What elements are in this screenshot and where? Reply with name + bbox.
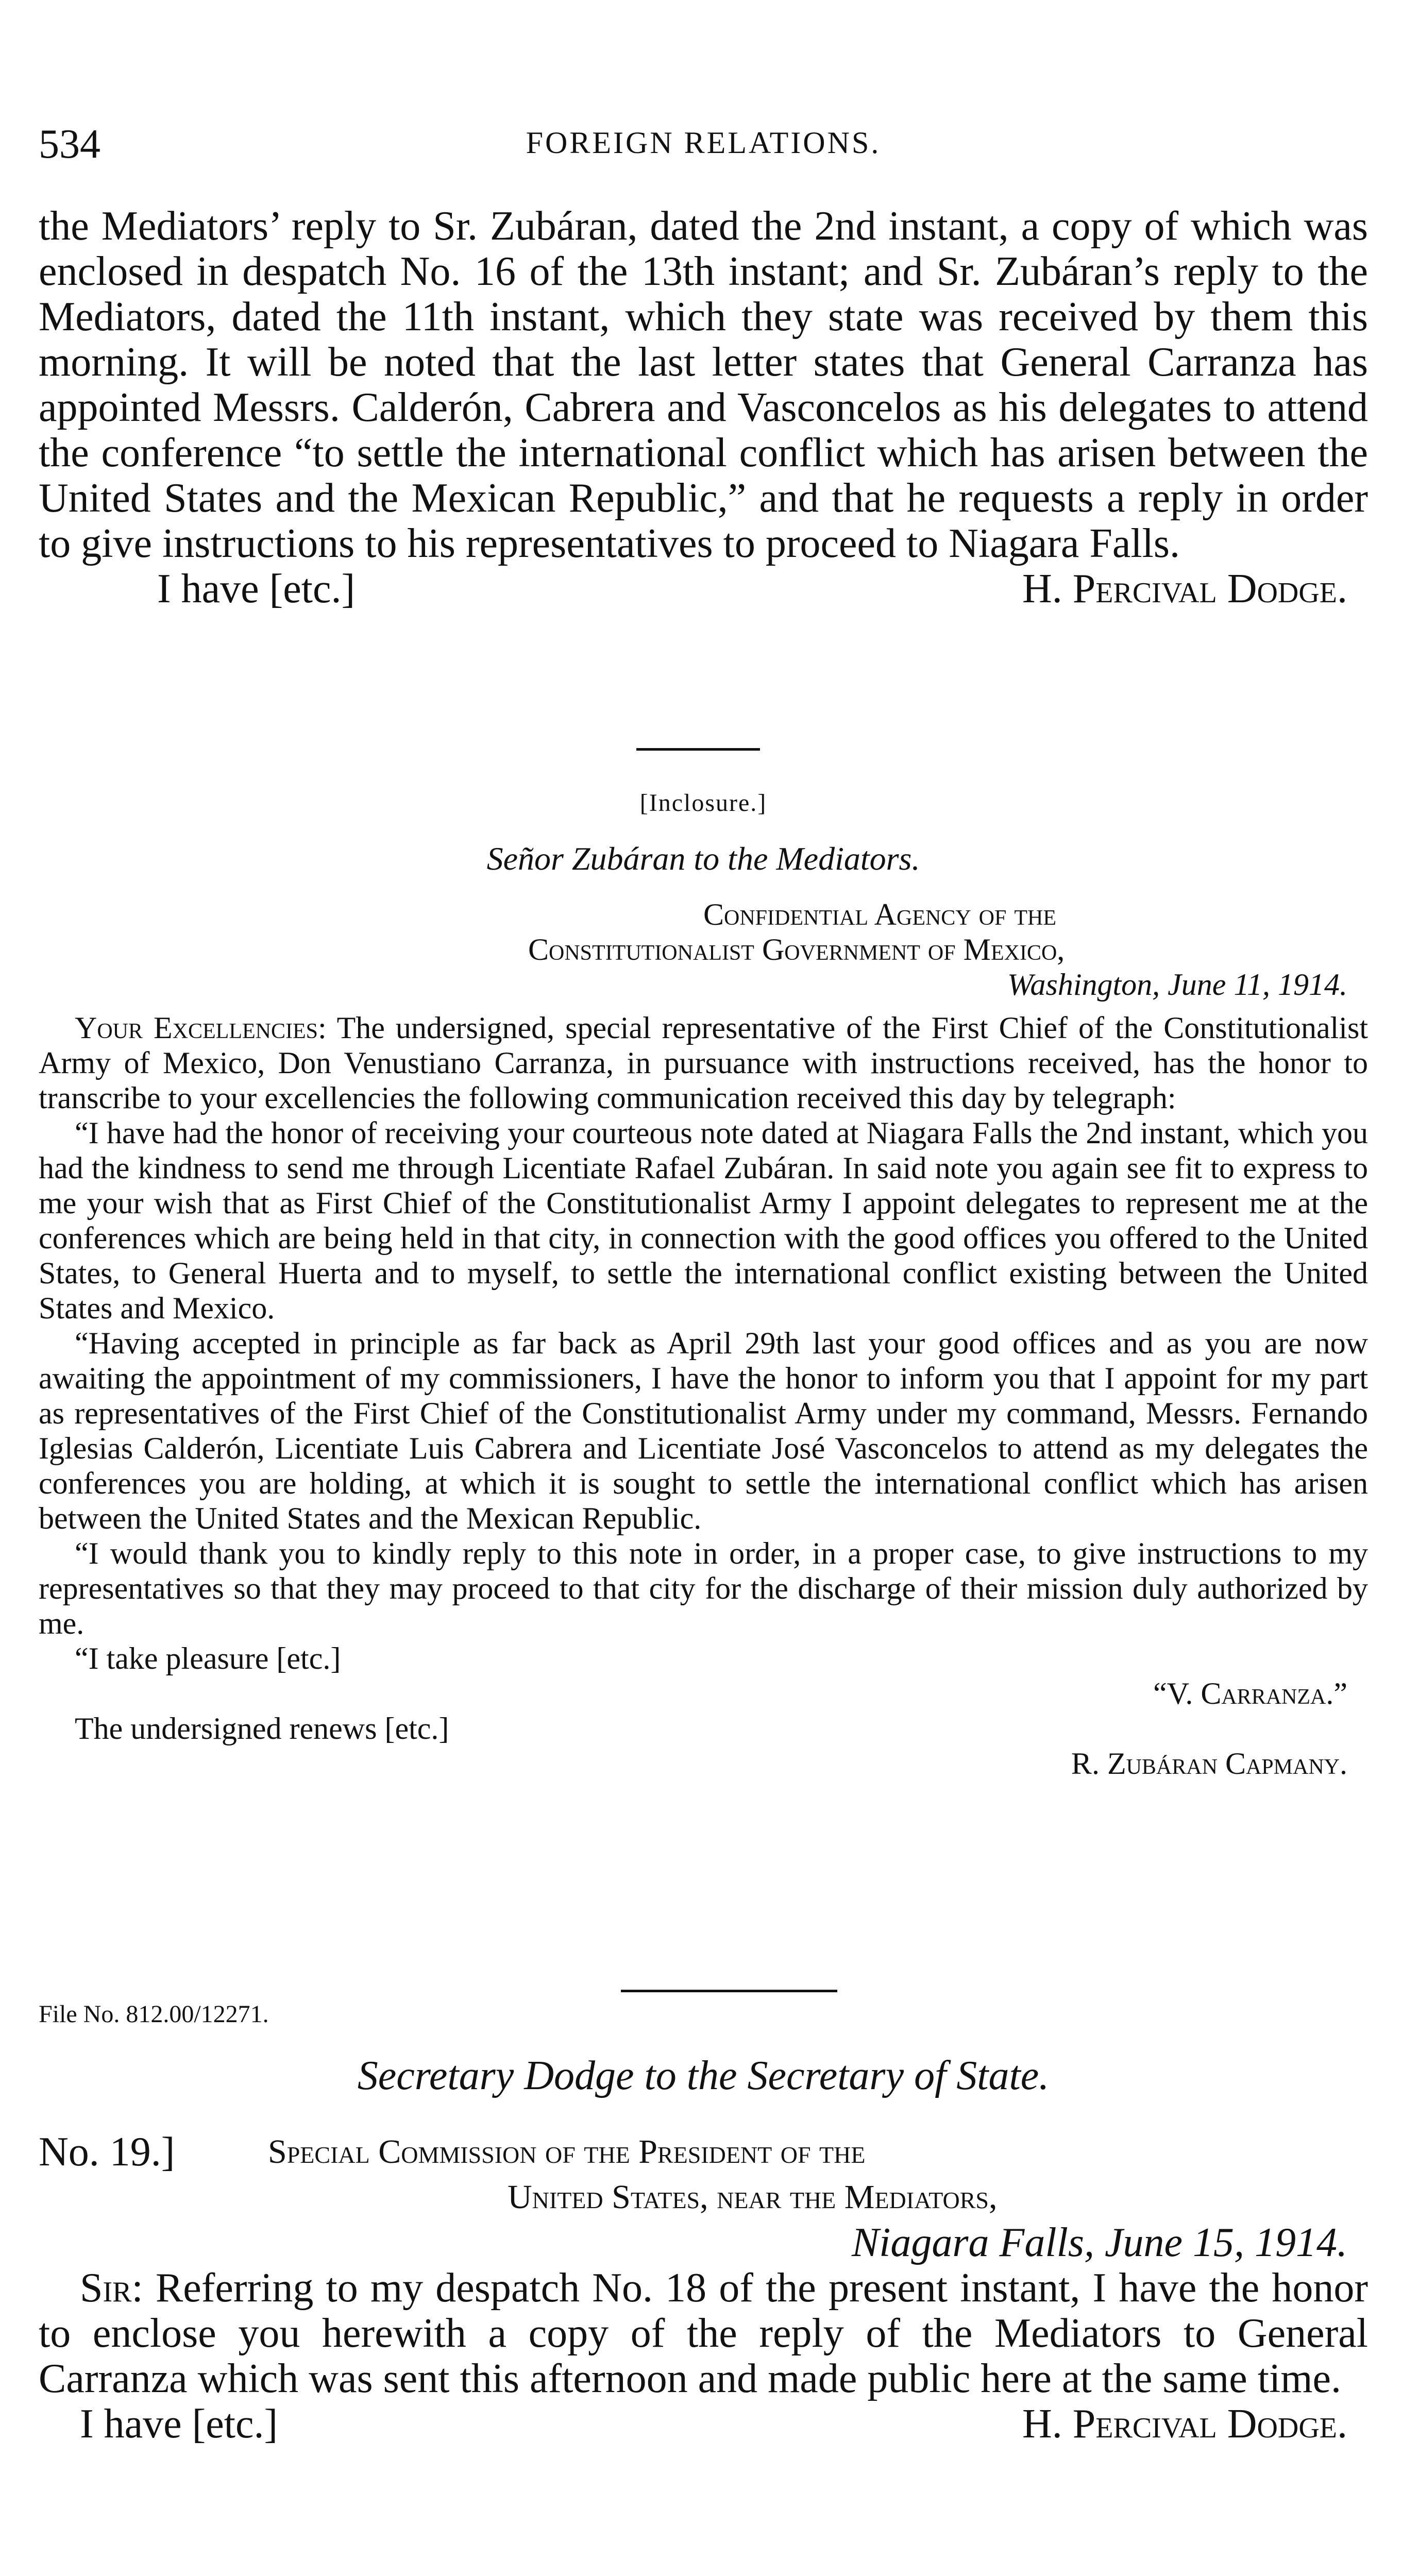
- running-head: FOREIGN RELATIONS.: [526, 126, 881, 160]
- commission-line-1: Special Commission of the President of the: [268, 2133, 866, 2171]
- despatch-title: Secretary Dodge to the Secretary of State.: [357, 2053, 1050, 2098]
- continuation-signature: H. Percival Dodge.: [1022, 566, 1347, 612]
- despatch-body-paragraph: [39, 2265, 1368, 2401]
- inclosure-intro-paragraph: [39, 1010, 1368, 1115]
- quote-signature: “V. Carranza.”: [1153, 1676, 1347, 1710]
- inclosure-title: Señor Zubáran to the Mediators.: [486, 840, 920, 877]
- agency-line-2: Constitutionalist Government of Mexico,: [528, 933, 1065, 967]
- continuation-closing: I have [etc.]: [157, 566, 356, 612]
- inclosure-signature: R. Zubáran Capmany.: [1071, 1747, 1347, 1781]
- inclosure-label: [Inclosure.]: [639, 789, 767, 817]
- quote-closing: “I take pleasure [etc.]: [75, 1641, 341, 1675]
- section-divider-2: [621, 1990, 837, 1992]
- quote-paragraph-3: “I would thank you to kindly reply to this note in order, in a proper case, to give instructions to my representatives so that they may proceed to that city for the discharge of their mission duly authorized by me.: [39, 1536, 1368, 1640]
- agency-line-1: Confidential Agency of the: [703, 897, 1056, 931]
- inclosure-dateline: Washington, June 11, 1914.: [1007, 968, 1347, 1002]
- despatch-number: No. 19.]: [39, 2129, 175, 2175]
- page-header: [39, 121, 1368, 173]
- quote-paragraph-2: “Having accepted in principle as far back as April 29th last your good offices and as you are now awaiting the appointment of my commissioners, I have the honor to inform you that I appoint for my part as representatives of the First Chief of the Constitutionalist Army under my command, Messrs. Fernando Iglesias Calderón, Licentiate Luis Cabrera and Licentiate José Vasconcelos to attend as my delegates the conferences you are holding, at which it is sought to settle the international conflict which has arisen between the United States and the Mexican Republic.: [39, 1326, 1368, 1535]
- despatch-closing: I have [etc.]: [80, 2401, 278, 2447]
- despatch-salutation: Sir:: [80, 2265, 143, 2311]
- continuation-paragraph: the Mediators’ reply to Sr. Zubáran, dated the 2nd instant, a copy of which was enclosed in despatch No. 16 of the 13th instant; and Sr. Zubáran’s reply to the Mediators, dated the 11th instant, which they state was received by them this morning. It will be noted that the last letter states that General Carranza has appointed Messrs. Calderón, Cabrera and Vasconcelos as his delegates to attend the conference “to settle the international conflict which has arisen between the United States and the Mexican Republic,” and that he requests a reply in order to give instructions to his representatives to proceed to Niagara Falls.: [39, 204, 1368, 566]
- inclosure-salutation: Your Excellencies:: [75, 1011, 327, 1045]
- section-divider: [636, 748, 760, 751]
- despatch-dateline: Niagara Falls, June 15, 1914.: [851, 2220, 1347, 2265]
- despatch-section: [39, 2053, 1368, 2447]
- despatch-signature: H. Percival Dodge.: [1022, 2401, 1347, 2447]
- despatch-heading: [39, 2129, 1368, 2175]
- continuation-section: [39, 204, 1368, 612]
- page-number: 534: [39, 122, 100, 167]
- renews-line: The undersigned renews [etc.]: [75, 1711, 449, 1745]
- inclosure-intro: The undersigned, special representative of the First Chief of the Constitutionalist Army of Mexico, Don Venustiano Carranza, in pursuance with instructions received, has the honor to transcribe to your excellencies the following communication received this day by telegraph:: [39, 1011, 1368, 1115]
- inclosure-section: [39, 786, 1368, 1781]
- despatch-body: Referring to my despatch No. 18 of the present instant, I have the honor to enclose you herewith a copy of the reply of the Mediators to General Carranza which was sent this afternoon and made public here at the same time.: [39, 2265, 1368, 2401]
- quote-paragraph-1: “I have had the honor of receiving your courteous note dated at Niagara Falls the 2nd instant, which you had the kindness to send me through Licentiate Rafael Zubáran. In said note you again see fit to express to me your wish that as First Chief of the Constitutionalist Army I appoint delegates to represent me at the conferences which are being held in that city, in connection with the good offices you offered to the United States, to General Huerta and to myself, to settle the international conflict existing between the United States and Mexico.: [39, 1116, 1368, 1325]
- commission-line-2: United States, near the Mediators,: [508, 2178, 998, 2216]
- file-number: File No. 812.00/12271.: [39, 2001, 269, 2028]
